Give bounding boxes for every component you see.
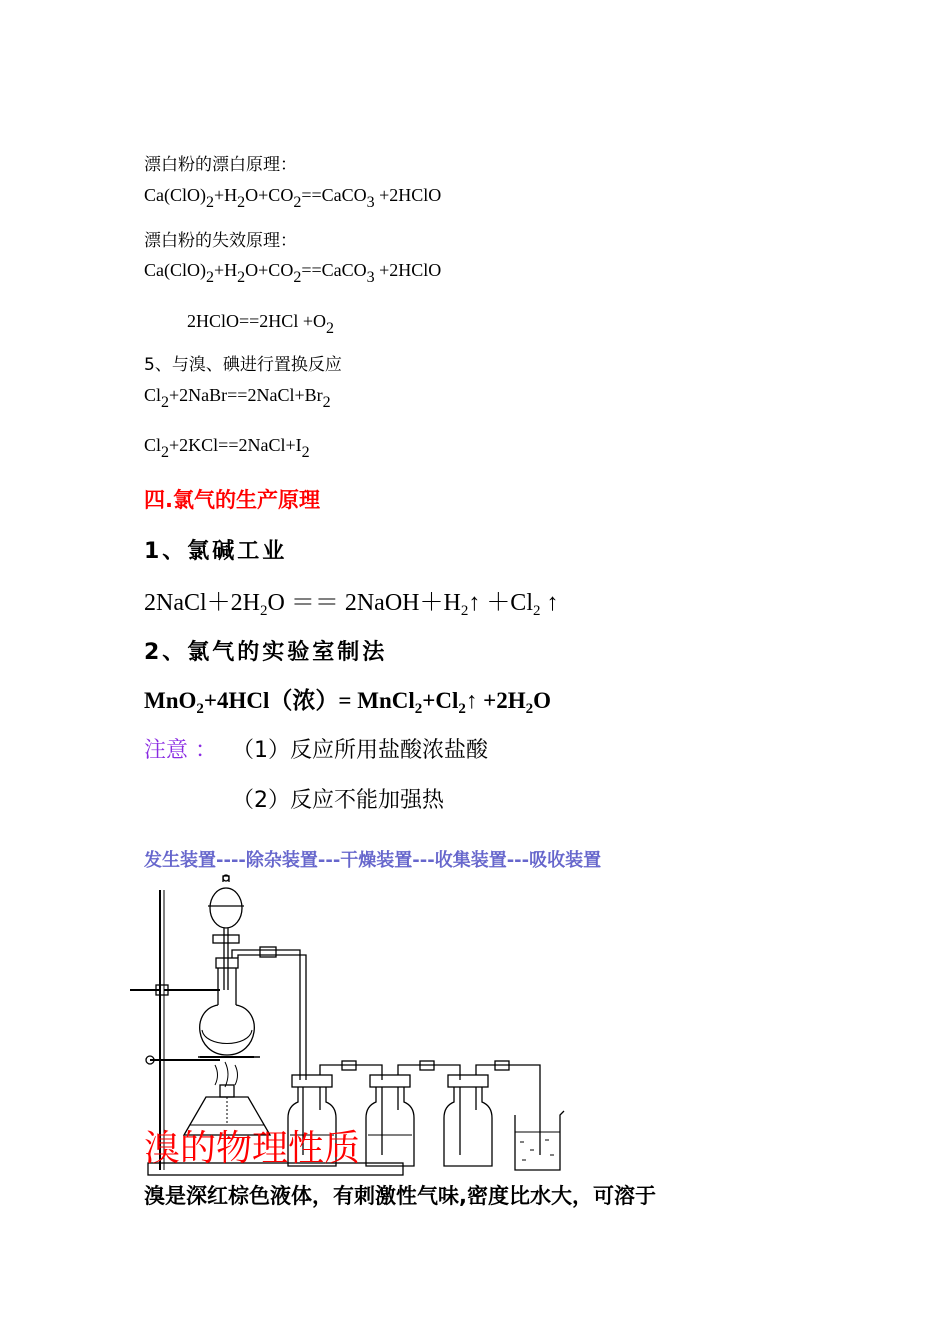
round-bottom-flask — [200, 1005, 255, 1055]
bleach-equation-2: $Ca(ClO)_2+H_2O+CO_2==CaCO_3$ +2HClO — [144, 260, 442, 286]
bottle-stopper-3 — [448, 1075, 488, 1087]
bottle-stopper-1 — [292, 1075, 332, 1087]
displacement-equation-2: $Cl_2+2KCl==2NaCl+I_2$ — [144, 435, 310, 461]
flask-stopper — [216, 958, 238, 968]
item1-title: 1、氯碱工业 — [144, 539, 288, 564]
delivery-tube-1 — [232, 950, 300, 1080]
apparatus-flow-caption: 发生装置----除杂装置---干燥装置---收集装置---吸收装置 — [144, 850, 602, 871]
separatory-funnel — [210, 888, 242, 928]
bleach-failure-title: 漂白粉的失效原理： — [144, 231, 297, 251]
collection-bottle — [444, 1087, 492, 1166]
note-item-1: （1）反应所用盐酸浓盐酸 — [232, 738, 488, 763]
bleach-principle-title: 漂白粉的漂白原理： — [144, 155, 297, 175]
note-label: 注意 ： — [144, 738, 217, 763]
lab-chlorine-equation: MnO$_2$+4HCl（浓）= $MnCl_2+Cl_2↑ +2H_2O$ — [144, 688, 551, 717]
bleach-equation-1: $Ca(ClO)_2+H_2O+CO_2==CaCO_3$ +2HClO — [144, 185, 442, 211]
bromine-title: 溴的物理性质 — [144, 1128, 361, 1169]
bleach-equation-3: 2HClO==2HCl $+O_2$ — [187, 311, 334, 337]
displacement-equation-1: $Cl_2+2NaBr==2NaCl+Br_2$ — [144, 385, 331, 411]
section-title-production: 四.氯气的生产原理 — [144, 488, 320, 512]
bottle-stopper-2 — [370, 1075, 410, 1087]
item2-title: 2、氯气的实验室制法 — [144, 640, 388, 665]
bromine-description: 溴是深红棕色液体，有刺激性气味,密度比水大，可溶于 — [144, 1184, 656, 1208]
note-item-2: （2）反应不能加强热 — [232, 788, 444, 813]
chlor-alkali-equation: $2NaCl+2H_2O$ ＝＝ $2NaOH+H_2↑ +Cl_2$ ↑ — [144, 590, 559, 619]
displacement-title: 5、与溴、碘进行置换反应 — [144, 355, 342, 375]
funnel-stopcock — [213, 935, 239, 943]
wash-bottle-2 — [366, 1087, 414, 1166]
